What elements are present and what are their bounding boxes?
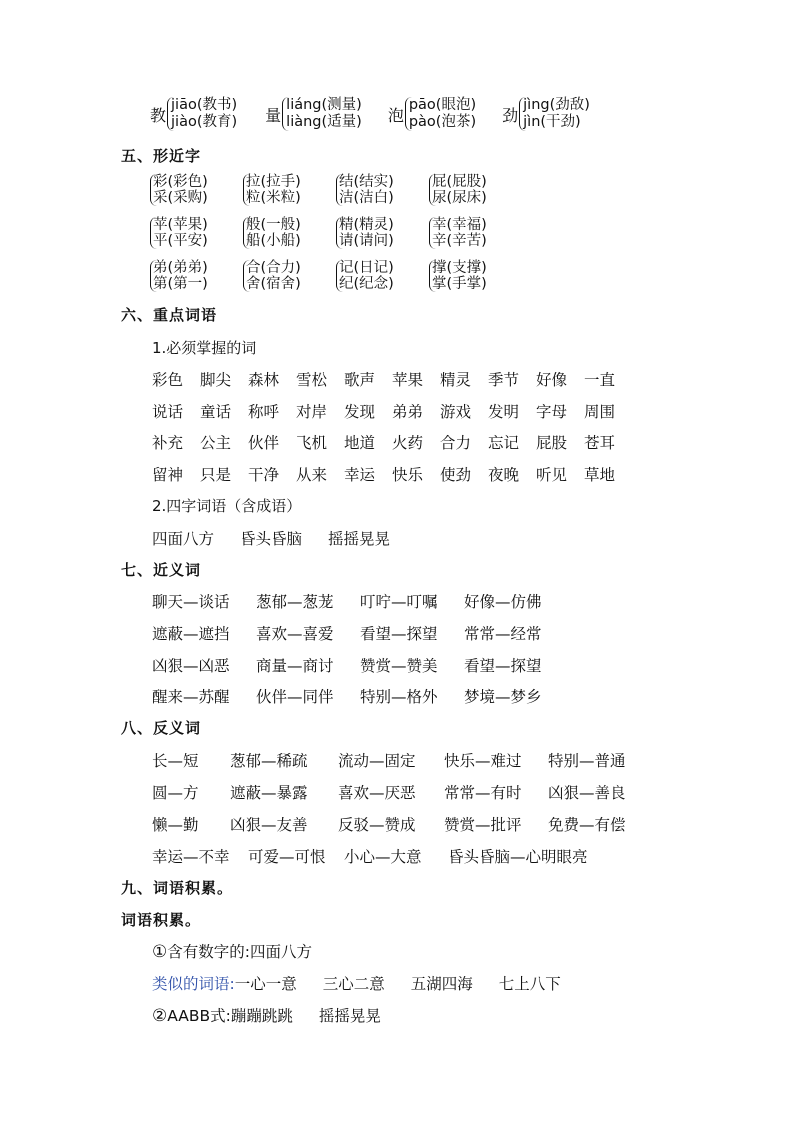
similar-char: 洁(洁白) bbox=[339, 190, 394, 206]
synonym-pair: 喜欢—喜爱 bbox=[256, 625, 334, 643]
word: 精灵 bbox=[440, 371, 472, 389]
reading: liàng(适量) bbox=[286, 114, 362, 130]
word: 补充 bbox=[152, 434, 184, 452]
reading-brace bbox=[519, 97, 590, 131]
similar-char: 合(合力) bbox=[246, 260, 301, 276]
word: 脚尖 bbox=[200, 371, 232, 389]
similar-char: 记(日记) bbox=[339, 260, 394, 276]
synonym-pair: 好像—仿佛 bbox=[464, 593, 542, 611]
polyphonic-char: 劲 bbox=[502, 105, 519, 125]
word: 伙伴 bbox=[248, 434, 280, 452]
similar-char: 结(结实) bbox=[339, 174, 394, 190]
word: 字母 bbox=[536, 403, 568, 421]
word: 合力 bbox=[440, 434, 472, 452]
polyphonic-group bbox=[265, 97, 362, 131]
similar-char: 拉(拉手) bbox=[246, 174, 301, 190]
accumulation-text: 含有数字的:四面八方 bbox=[167, 943, 312, 961]
word: 从来 bbox=[296, 466, 328, 484]
similar-char: 尿(尿床) bbox=[432, 190, 487, 206]
word: 忘记 bbox=[488, 434, 520, 452]
idiom: 昏头昏脑 bbox=[240, 530, 303, 548]
synonym-pair: 醒来—苏醒 bbox=[152, 688, 230, 706]
similar-chars-row bbox=[150, 174, 522, 206]
subheading-idioms: 2.四字词语（含成语） bbox=[152, 497, 302, 515]
section-heading-5: 五、形近字 bbox=[121, 147, 202, 165]
subheading-required-words: 1.必须掌握的词 bbox=[152, 339, 257, 357]
similar-char: 幸(幸福) bbox=[432, 217, 487, 233]
similar-word: 五湖四海 bbox=[410, 975, 473, 993]
antonym-pair: 常常—有时 bbox=[444, 784, 522, 802]
synonym-row bbox=[152, 654, 568, 676]
section-heading-7: 七、近义词 bbox=[121, 561, 202, 579]
word: 火药 bbox=[392, 434, 424, 452]
synonym-pair: 叮咛—叮嘱 bbox=[360, 593, 438, 611]
similar-char: 船(小船) bbox=[246, 233, 301, 249]
antonym-pair: 遮蔽—暴露 bbox=[230, 784, 308, 802]
word: 苹果 bbox=[392, 371, 424, 389]
antonym-pair: 可爱—可恨 bbox=[248, 848, 326, 866]
antonym-pair: 赞赏—批评 bbox=[444, 816, 522, 834]
antonym-pair: 懒—勤 bbox=[152, 816, 199, 834]
synonym-pair: 常常—经常 bbox=[464, 625, 542, 643]
word: 彩色 bbox=[152, 371, 184, 389]
similar-char: 弟(弟弟) bbox=[153, 260, 208, 276]
word-row bbox=[152, 431, 615, 453]
reading: jiāo(教书) bbox=[171, 97, 238, 113]
idiom-line bbox=[152, 527, 390, 549]
similar-pair bbox=[429, 174, 522, 206]
reading: liáng(测量) bbox=[286, 97, 362, 113]
section-subtitle-9: 词语积累。 bbox=[121, 911, 202, 929]
polyphonic-char: 泡 bbox=[387, 105, 404, 125]
word: 幸运 bbox=[344, 466, 376, 484]
word: 只是 bbox=[200, 466, 232, 484]
section-heading-6: 六、重点词语 bbox=[121, 306, 218, 324]
word: 快乐 bbox=[392, 466, 424, 484]
similar-char: 请(请问) bbox=[339, 233, 394, 249]
word: 飞机 bbox=[296, 434, 328, 452]
accumulation-item-1 bbox=[152, 940, 312, 962]
accumulation-item-2 bbox=[152, 1004, 381, 1026]
synonym-row bbox=[152, 685, 568, 707]
word: 屁股 bbox=[536, 434, 568, 452]
similar-chars-row bbox=[150, 217, 522, 249]
accumulation-text: AABB式:蹦蹦跳跳 bbox=[167, 1007, 293, 1025]
reading: pào(泡茶) bbox=[408, 114, 477, 130]
polyphonic-group bbox=[388, 97, 476, 131]
word: 弟弟 bbox=[392, 403, 424, 421]
reading-brace bbox=[167, 97, 237, 131]
synonym-pair: 看望—探望 bbox=[360, 625, 438, 643]
word: 使劲 bbox=[440, 466, 472, 484]
word: 干净 bbox=[248, 466, 280, 484]
word: 苍耳 bbox=[584, 434, 616, 452]
synonym-row bbox=[152, 590, 568, 612]
reading-brace bbox=[405, 97, 476, 131]
antonym-pair: 快乐—难过 bbox=[444, 752, 522, 770]
similar-pair bbox=[150, 260, 243, 292]
antonym-pair: 葱郁—稀疏 bbox=[230, 752, 308, 770]
similar-words-label: 类似的词语: bbox=[152, 975, 235, 993]
antonym-pair: 流动—固定 bbox=[338, 752, 416, 770]
similar-char: 纪(纪念) bbox=[339, 276, 394, 292]
similar-pair bbox=[243, 217, 336, 249]
synonym-pair: 凶狠—凶恶 bbox=[152, 657, 230, 675]
word: 发现 bbox=[344, 403, 376, 421]
accumulation-extra: 摇摇晃晃 bbox=[318, 1007, 381, 1025]
word: 公主 bbox=[200, 434, 232, 452]
similar-pair bbox=[243, 260, 336, 292]
circled-number-1: ① bbox=[152, 942, 168, 962]
antonym-pair: 长—短 bbox=[152, 752, 199, 770]
word-row bbox=[152, 368, 615, 390]
similar-char: 苹(苹果) bbox=[153, 217, 208, 233]
similar-pair bbox=[429, 217, 522, 249]
synonym-pair: 葱郁—葱茏 bbox=[256, 593, 334, 611]
similar-char: 屁(屁股) bbox=[432, 174, 487, 190]
similar-char: 采(采购) bbox=[153, 190, 208, 206]
word: 游戏 bbox=[440, 403, 472, 421]
antonym-pair: 凶狠—善良 bbox=[548, 784, 626, 802]
reading-brace bbox=[282, 97, 362, 131]
idiom: 摇摇晃晃 bbox=[328, 530, 391, 548]
similar-char: 掌(手掌) bbox=[432, 276, 487, 292]
word-row bbox=[152, 463, 615, 485]
synonym-pair: 赞赏—赞美 bbox=[360, 657, 438, 675]
polyphonic-char: 教 bbox=[150, 105, 167, 125]
antonym-row bbox=[152, 845, 588, 867]
similar-pair bbox=[336, 174, 429, 206]
word: 地道 bbox=[344, 434, 376, 452]
similar-pair bbox=[336, 217, 429, 249]
word: 好像 bbox=[536, 371, 568, 389]
synonym-pair: 伙伴—同伴 bbox=[256, 688, 334, 706]
polyphonic-group bbox=[150, 97, 237, 131]
similar-word: 三心二意 bbox=[322, 975, 385, 993]
antonym-row bbox=[152, 813, 626, 835]
similar-char: 撑(支撑) bbox=[432, 260, 487, 276]
similar-char: 精(精灵) bbox=[339, 217, 394, 233]
section-heading-9: 九、词语积累。 bbox=[121, 879, 234, 897]
similar-word: 七上八下 bbox=[498, 975, 561, 993]
word: 说话 bbox=[152, 403, 184, 421]
antonym-pair: 免费—有偿 bbox=[548, 816, 626, 834]
similar-char: 粒(米粒) bbox=[246, 190, 301, 206]
word: 森林 bbox=[248, 371, 280, 389]
antonym-pair: 昏头昏脑—心明眼亮 bbox=[448, 848, 588, 866]
word: 发明 bbox=[488, 403, 520, 421]
similar-char: 彩(彩色) bbox=[153, 174, 208, 190]
synonym-row bbox=[152, 622, 568, 644]
word: 夜晚 bbox=[488, 466, 520, 484]
word: 称呼 bbox=[248, 403, 280, 421]
antonym-pair: 特别—普通 bbox=[548, 752, 626, 770]
word: 留神 bbox=[152, 466, 184, 484]
antonym-pair: 喜欢—厌恶 bbox=[338, 784, 416, 802]
similar-pair bbox=[336, 260, 429, 292]
similar-word: 一心一意 bbox=[234, 975, 297, 993]
synonym-pair: 聊天—谈话 bbox=[152, 593, 230, 611]
synonym-pair: 看望—探望 bbox=[464, 657, 542, 675]
polyphonic-group bbox=[502, 97, 590, 131]
word: 听见 bbox=[536, 466, 568, 484]
antonym-pair: 反驳—赞成 bbox=[338, 816, 416, 834]
reading: jìng(劲敌) bbox=[523, 97, 590, 113]
synonym-pair: 遮蔽—遮挡 bbox=[152, 625, 230, 643]
synonym-pair: 商量—商讨 bbox=[256, 657, 334, 675]
similar-char: 辛(辛苦) bbox=[432, 233, 487, 249]
similar-pair bbox=[429, 260, 522, 292]
word-row bbox=[152, 400, 615, 422]
reading: jiào(教育) bbox=[171, 114, 238, 130]
antonym-pair: 凶狠—友善 bbox=[230, 816, 308, 834]
antonym-pair: 幸运—不幸 bbox=[152, 848, 230, 866]
word: 雪松 bbox=[296, 371, 328, 389]
word: 季节 bbox=[488, 371, 520, 389]
word: 周围 bbox=[584, 403, 616, 421]
similar-words-line bbox=[152, 972, 561, 994]
synonym-pair: 梦境—梦乡 bbox=[464, 688, 542, 706]
section-heading-8: 八、反义词 bbox=[121, 719, 202, 737]
reading: pāo(眼泡) bbox=[408, 97, 477, 113]
similar-pair bbox=[150, 174, 243, 206]
similar-char: 般(一般) bbox=[246, 217, 301, 233]
antonym-pair: 圆—方 bbox=[152, 784, 199, 802]
word: 对岸 bbox=[296, 403, 328, 421]
word: 童话 bbox=[200, 403, 232, 421]
idiom: 四面八方 bbox=[152, 530, 215, 548]
reading: jìn(干劲) bbox=[523, 114, 581, 130]
word: 草地 bbox=[584, 466, 616, 484]
similar-pair bbox=[150, 217, 243, 249]
similar-chars-row bbox=[150, 260, 522, 292]
antonym-pair: 小心—大意 bbox=[344, 848, 422, 866]
synonym-pair: 特别—格外 bbox=[360, 688, 438, 706]
similar-pair bbox=[243, 174, 336, 206]
antonym-row bbox=[152, 749, 626, 771]
word: 歌声 bbox=[344, 371, 376, 389]
circled-number-2: ② bbox=[152, 1006, 168, 1026]
antonym-row bbox=[152, 781, 626, 803]
similar-char: 第(第一) bbox=[153, 276, 208, 292]
word: 一直 bbox=[584, 371, 616, 389]
polyphonic-char: 量 bbox=[265, 105, 282, 125]
similar-char: 平(平安) bbox=[153, 233, 208, 249]
similar-char: 舍(宿舍) bbox=[246, 276, 301, 292]
polyphonic-row bbox=[150, 97, 590, 131]
